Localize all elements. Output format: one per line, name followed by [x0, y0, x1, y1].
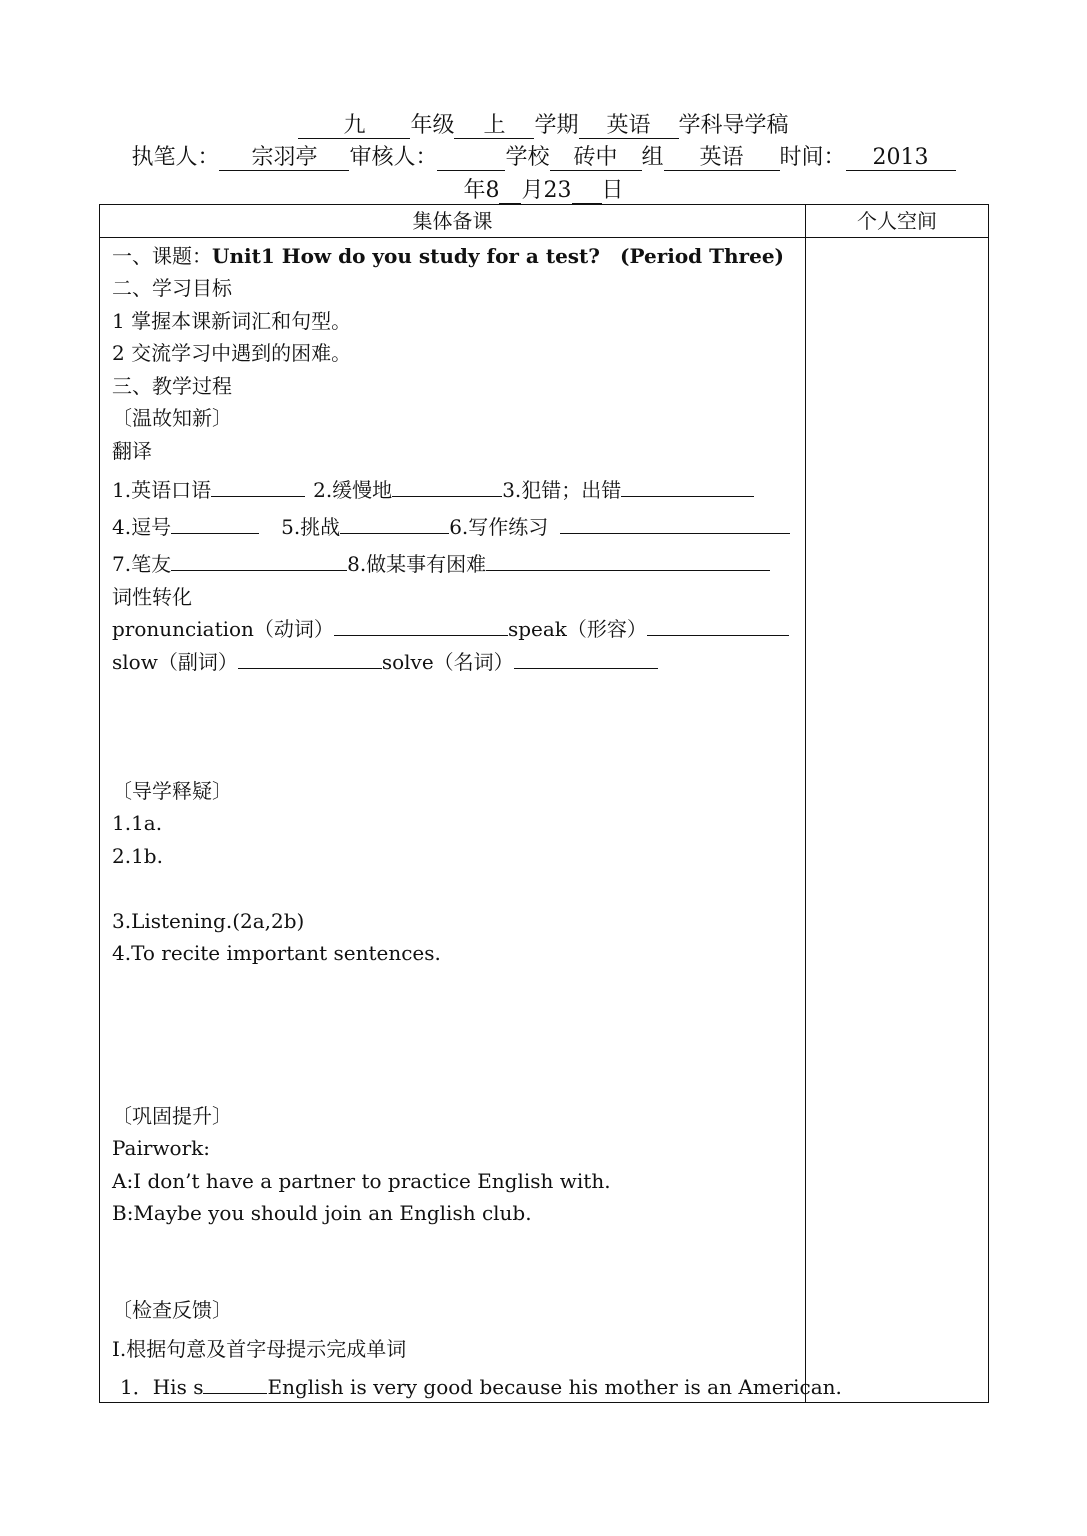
wordform-row-2 [112, 650, 658, 674]
translate-row-1 [112, 478, 754, 502]
year-value: 2013 [846, 146, 956, 171]
day-label: 日 [601, 178, 624, 203]
exercise-text-start: His s [152, 1375, 204, 1399]
translate-row-3 [112, 552, 770, 576]
personal-space-cell [806, 238, 989, 1403]
document-title [0, 108, 1087, 139]
translate-row-2 [112, 515, 790, 539]
author-label: 执笔人： [131, 145, 220, 170]
subject-label: 学科导学稿 [678, 113, 789, 138]
guide-item-4: 4.To recite important sentences. [112, 941, 441, 965]
month-blank [499, 181, 521, 204]
answer-blank [514, 650, 658, 669]
topic-line [112, 244, 784, 268]
author-value: 宗羽亭 [219, 146, 349, 171]
answer-blank [171, 552, 347, 571]
group-label: 组 [641, 145, 664, 170]
translate-item-1: 1.英语口语 [112, 478, 212, 502]
guide-item-2: 2.1b. [112, 844, 163, 868]
guide-item-1: 1.1a. [112, 811, 163, 835]
wordform-title: 词性转化 [112, 585, 192, 609]
school-value: 砖中 [550, 146, 642, 171]
answer-blank [486, 552, 770, 571]
grade-value: 九 [298, 114, 410, 139]
wordform-item-2: speak（形容） [507, 617, 647, 641]
translate-item-6: 6.写作练习 [449, 515, 549, 539]
translate-item-3: 3.犯错；出错 [502, 478, 622, 502]
day-value: 23 [543, 178, 572, 203]
answer-blank [203, 1375, 267, 1394]
translate-item-5: 5.挑战 [281, 515, 341, 539]
group-value: 英语 [664, 146, 780, 171]
translate-item-7: 7.笔友 [112, 552, 172, 576]
answer-blank [621, 478, 754, 497]
wordform-item-4: solve（名词） [381, 650, 514, 674]
month-value: 8 [485, 178, 500, 203]
reviewer-label: 审核人： [349, 145, 438, 170]
exercise-number: 1． [120, 1375, 153, 1399]
personal-space-header: 个人空间 [806, 205, 989, 238]
dialog-a: A:I don’t have a partner to practice English with. [112, 1169, 611, 1193]
guide-title: 〔导学释疑〕 [112, 779, 232, 803]
time-label: 时间： [779, 145, 846, 170]
answer-blank [647, 617, 789, 636]
answer-blank [211, 478, 305, 497]
lesson-table [99, 204, 989, 1403]
goal-1: 1 掌握本课新词汇和句型。 [112, 309, 352, 333]
wordform-item-1: pronunciation（动词） [112, 617, 334, 641]
answer-blank [392, 478, 502, 497]
answer-blank [171, 515, 259, 534]
guide-item-3: 3.Listening.(2a,2b) [112, 909, 305, 933]
exercise-text-end: English is very good because his mother is an American. [267, 1375, 842, 1399]
goals-title: 二、学习目标 [112, 276, 232, 300]
exercise-item-1 [120, 1375, 842, 1399]
consolidate-title: 〔巩固提升〕 [112, 1104, 232, 1128]
collective-prep-cell [100, 238, 842, 1403]
date-line [0, 173, 1087, 204]
answer-blank [340, 515, 449, 534]
collective-prep-header: 集体备课 [100, 205, 806, 238]
translate-item-4: 4.逗号 [112, 515, 172, 539]
author-line [0, 140, 1087, 171]
translate-item-2: 2.缓慢地 [313, 478, 393, 502]
check-title: 〔检查反馈〕 [112, 1298, 232, 1322]
subject-value: 英语 [579, 114, 679, 139]
answer-blank [238, 650, 382, 669]
process-title: 三、教学过程 [112, 374, 232, 398]
review-title: 〔温故知新〕 [112, 406, 232, 430]
term-label: 学期 [534, 113, 579, 138]
topic-label: 一、课题： [112, 244, 212, 268]
translate-item-8: 8.做某事有困难 [347, 552, 487, 576]
answer-blank [560, 515, 790, 534]
year-label: 年 [463, 178, 486, 203]
answer-blank [334, 617, 508, 636]
grade-label: 年级 [410, 113, 455, 138]
topic-text: Unit1 How do you study for a test? (Period Three) [212, 244, 785, 268]
wordform-row-1 [112, 617, 789, 641]
wordform-item-3: slow（副词） [112, 650, 238, 674]
dialog-b: B:Maybe you should join an English club. [112, 1201, 532, 1225]
term-value: 上 [454, 114, 534, 139]
translate-title: 翻译 [112, 439, 152, 463]
goal-2: 2 交流学习中遇到的困难。 [112, 341, 352, 365]
school-label: 学校 [505, 145, 550, 170]
reviewer-value [437, 148, 505, 171]
pairwork-label: Pairwork: [112, 1136, 211, 1160]
day-blank [572, 181, 602, 204]
exercise-title: Ⅰ.根据句意及首字母提示完成单词 [112, 1337, 407, 1361]
month-label: 月 [521, 178, 544, 203]
